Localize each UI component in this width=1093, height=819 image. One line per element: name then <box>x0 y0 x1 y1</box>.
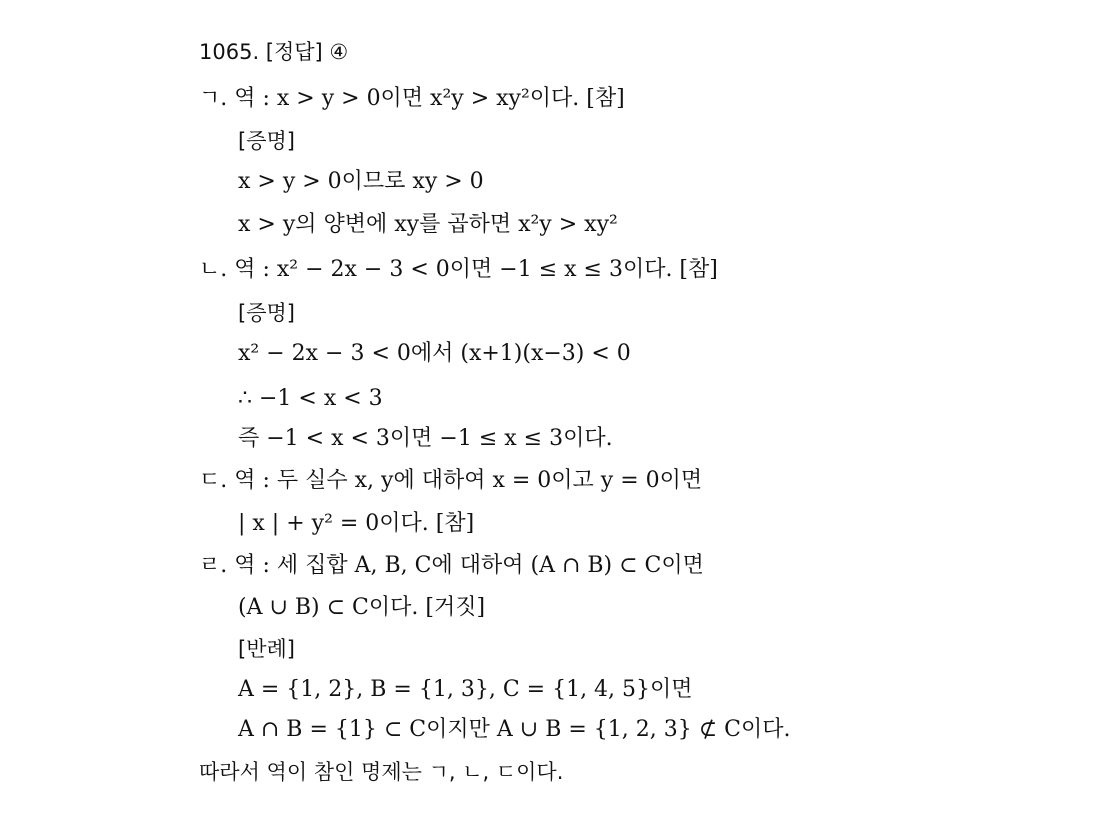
item-a-proof-label: [증명] <box>238 129 295 153</box>
item-d-counterexample-line-1: A = {1, 2}, B = {1, 3}, C = {1, 4, 5}이면 <box>238 677 693 702</box>
item-c-statement-cont: | x | + y² = 0이다. [참] <box>238 511 475 536</box>
item-a-proof-line-2: x > y의 양변에 xy를 곱하면 x²y > xy² <box>238 212 618 237</box>
item-d-counterexample-label: [반례] <box>238 637 295 661</box>
item-a-proof-line-1: x > y > 0이므로 xy > 0 <box>238 169 484 194</box>
item-b-statement: ㄴ. 역 : x² − 2x − 3 < 0이면 −1 ≤ x ≤ 3이다. [참] <box>199 257 718 282</box>
conclusion: 따라서 역이 참인 명제는 ㄱ, ㄴ, ㄷ이다. <box>199 760 564 784</box>
answer-header: 1065. [정답] ④ <box>199 40 349 64</box>
item-b-proof-line-1: x² − 2x − 3 < 0에서 (x+1)(x−3) < 0 <box>238 341 631 366</box>
item-b-proof-label: [증명] <box>238 301 295 325</box>
item-d-statement-cont: (A ∪ B) ⊂ C이다. [거짓] <box>238 595 486 620</box>
item-b-proof-line-2: ∴ −1 < x < 3 <box>238 386 383 411</box>
item-d-counterexample-line-2: A ∩ B = {1} ⊂ C이지만 A ∪ B = {1, 2, 3} ⊄ C이다. <box>238 717 791 742</box>
item-a-statement: ㄱ. 역 : x > y > 0이면 x²y > xy²이다. [참] <box>199 86 625 111</box>
item-d-statement: ㄹ. 역 : 세 집합 A, B, C에 대하여 (A ∩ B) ⊂ C이면 <box>199 553 704 578</box>
item-b-proof-line-3: 즉 −1 < x < 3이면 −1 ≤ x ≤ 3이다. <box>238 426 613 451</box>
item-c-statement: ㄷ. 역 : 두 실수 x, y에 대하여 x = 0이고 y = 0이면 <box>199 468 703 493</box>
